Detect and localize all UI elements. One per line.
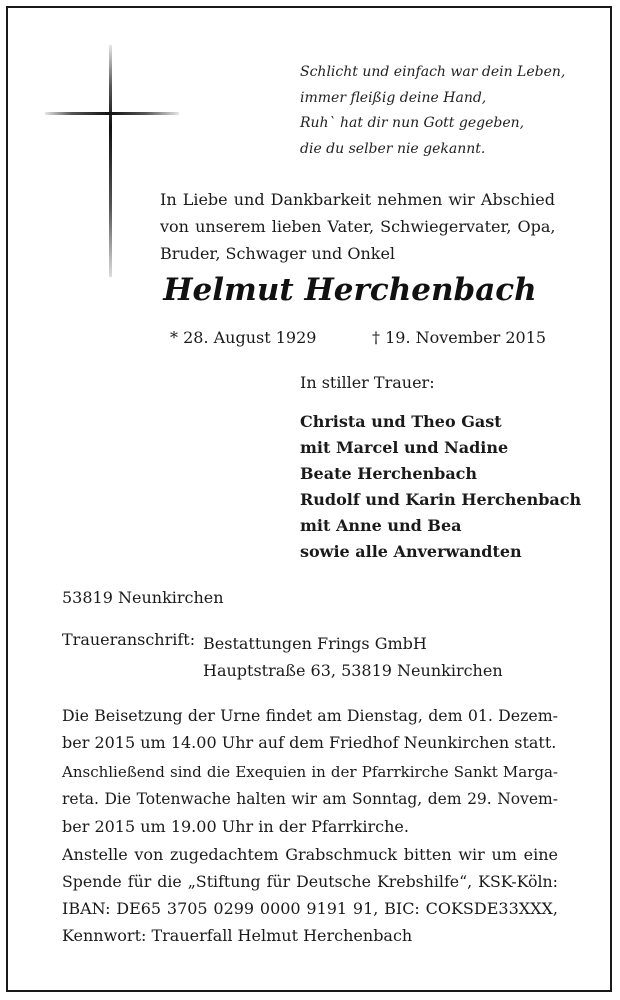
paragraph-line: ber 2015 um 19.00 Uhr in der Pfarrkirche. — [62, 817, 409, 836]
address-label: Traueranschrift: — [62, 630, 196, 649]
burial-paragraph — [62, 702, 558, 756]
poem-line: die du selber nie gekannt. — [300, 140, 486, 157]
mourner-line: mit Anne und Bea — [300, 516, 462, 535]
mourner-line: sowie alle Anverwandten — [300, 542, 522, 561]
mourner-line: Beate Herchenbach — [300, 464, 478, 483]
donation-paragraph — [62, 841, 558, 949]
exequies-paragraph — [62, 759, 558, 840]
deceased-name: Helmut Herchenbach — [163, 272, 537, 308]
mourner-line: mit Marcel und Nadine — [300, 438, 509, 457]
poem-line: immer fleißig deine Hand, — [300, 89, 487, 106]
paragraph-line: Anstelle von zugedachtem Grabschmuck bitten wir um eine — [62, 845, 558, 864]
intro-line: In Liebe und Dankbarkeit nehmen wir Abschied — [160, 190, 556, 209]
poem-line: Schlicht und einfach war dein Leben, — [300, 64, 566, 80]
paragraph-line: Die Beisetzung der Urne findet am Dienstag, dem 01. Dezem- — [62, 706, 558, 725]
paragraph-line: reta. Die Totenwache halten wir am Sonntag, dem 29. Novem- — [62, 790, 558, 808]
paragraph-line: ber 2015 um 14.00 Uhr auf dem Friedhof Neunkirchen statt. — [62, 733, 557, 752]
intro-line: Bruder, Schwager und Onkel — [160, 244, 396, 263]
poem-line: Ruh` hat dir nun Gott gegeben, — [300, 115, 525, 131]
address-line: Bestattungen Frings GmbH — [203, 634, 427, 653]
poem — [300, 60, 565, 162]
death-date: † 19. November 2015 — [372, 328, 547, 347]
birth-date: * 28. August 1929 — [170, 328, 317, 347]
intro-line: von unserem lieben Vater, Schwiegervater, Opa, — [160, 217, 556, 236]
address-line: Hauptstraße 63, 53819 Neunkirchen — [203, 661, 503, 680]
address — [203, 630, 503, 684]
place: 53819 Neunkirchen — [62, 588, 224, 607]
mourner-line: Christa und Theo Gast — [300, 412, 502, 431]
mourning-label: In stiller Trauer: — [300, 373, 435, 392]
paragraph-line: Spende für die „Stiftung für Deutsche Krebshilfe“, KSK-Köln: — [62, 872, 558, 891]
paragraph-line: Anschließend sind die Exequien in der Pfarrkirche Sankt Marga- — [62, 763, 558, 781]
cross-vertical-bar — [109, 45, 112, 277]
paragraph-line: Kennwort: Trauerfall Helmut Herchenbach — [62, 926, 413, 945]
mourner-line: Rudolf und Karin Herchenbach — [300, 490, 582, 509]
mourners-list — [300, 409, 581, 565]
cross-horizontal-bar — [45, 112, 179, 115]
paragraph-line: IBAN: DE65 3705 0299 0000 9191 91, BIC: COKSDE33XXX, — [62, 899, 558, 918]
intro-text — [160, 186, 556, 267]
